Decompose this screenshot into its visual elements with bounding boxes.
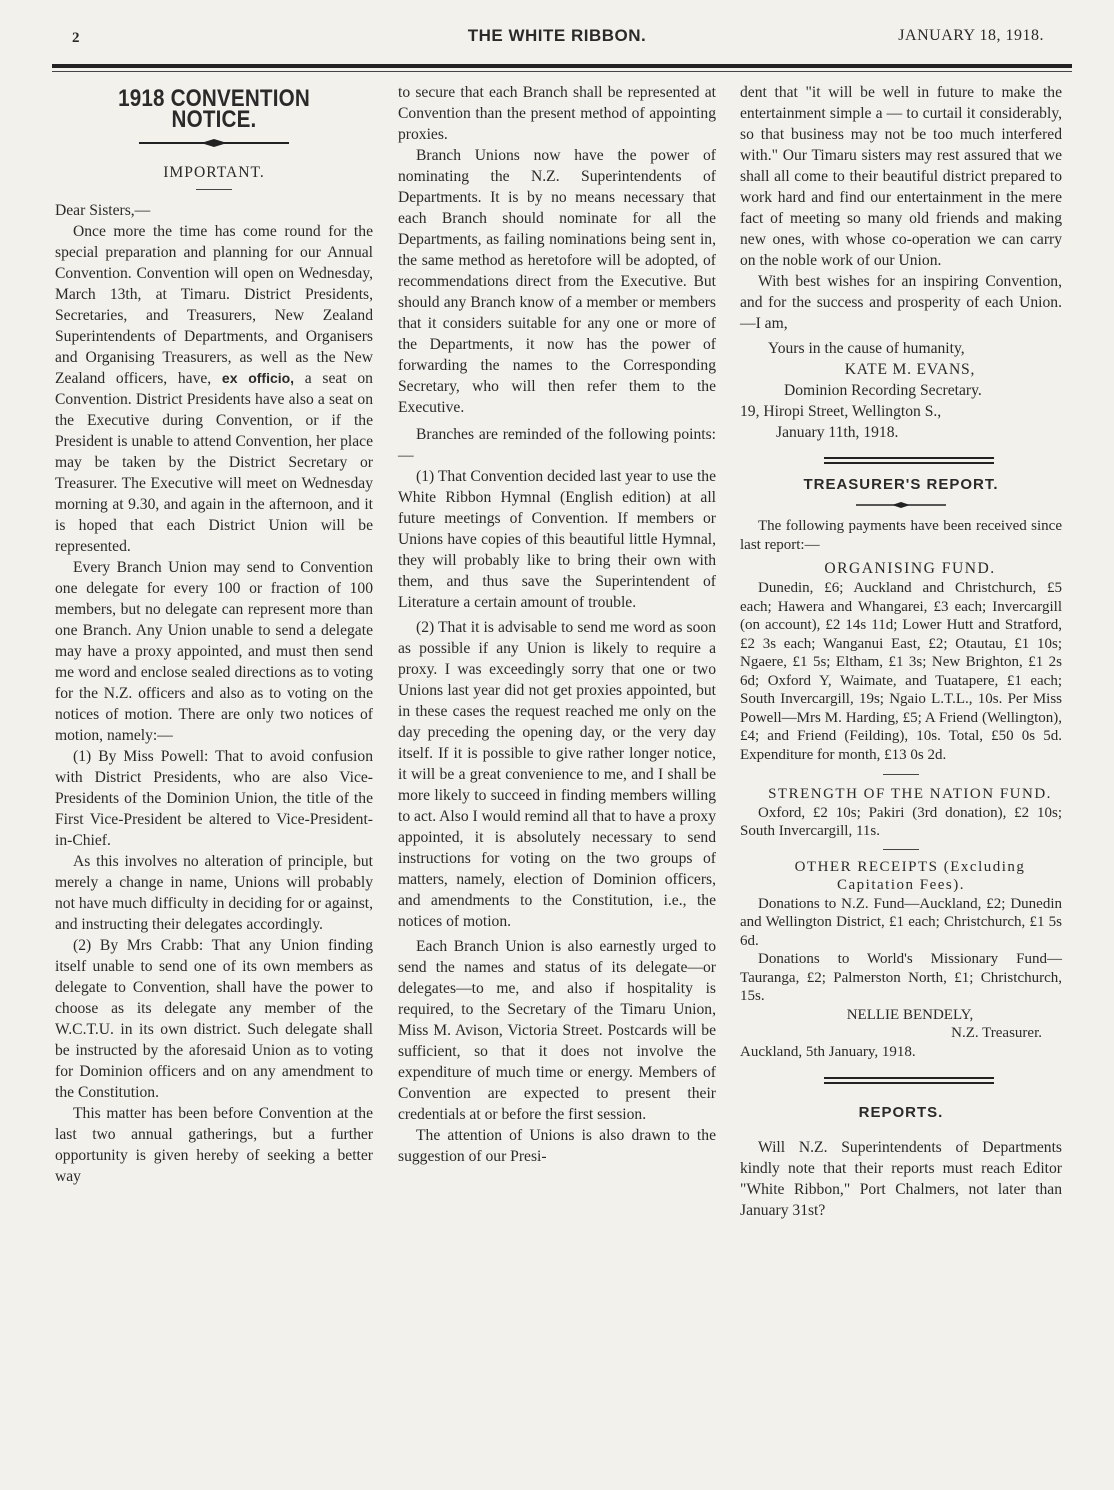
paragraph: (1) That Convention decided last year to use the White Ribbon Hymnal (English edition) at all future meetings of Convention. If members or Unions have copies of this beautiful little Hymnal, they will probably like to bring their own with them, and thus save the Superintendent of Literature a certain amount of trouble. — [398, 468, 716, 611]
treasurer-intro: The following payments have been received since last report:— — [740, 518, 1062, 553]
other-receipts-text: Donations to N.Z. Fund—Auckland, £2; Dunedin and Wellington District, £1 each; Christchurch, £1 5s 6d. — [740, 895, 1062, 949]
paragraph: The attention of Unions is also drawn to the suggestion of our Presi- — [398, 1127, 716, 1165]
divider — [196, 189, 232, 190]
treasurer-title: TREASURER'S REPORT. — [803, 476, 999, 493]
strength-fund-head: STRENGTH OF THE NATION FUND. — [768, 786, 1052, 802]
column-3 — [740, 82, 1062, 1221]
strength-fund-text: Oxford, £2 10s; Pakiri (3rd donation), £2 10s; South Invercargill, 11s. — [740, 804, 1062, 839]
treasurer-signer: NELLIE BENDELY, — [846, 1006, 974, 1023]
paragraph: dent that "it will be well in future to make the entertainment simple a — to curtail it considerably, so that business may not be too much interfered with." Our Timaru sisters may rest assured that we shall all come to their beautiful district prepared to work hard and find our entertainment in the mere fact of meeting so many old friends and making new ones, with whose co-operation we can carry on the noble work of our Union. — [740, 84, 1062, 269]
paragraph: to secure that each Branch shall be represented at Convention than the present method of appointing proxies. — [398, 84, 716, 143]
convention-title: 1918 CONVENTION NOTICE. — [118, 85, 310, 133]
column-1 — [55, 82, 373, 1187]
sign-date: January 11th, 1918. — [776, 424, 899, 441]
page-number: 2 — [72, 30, 80, 46]
organising-fund-text: Dunedin, £6; Auckland and Christchurch, £5 each; Hawera and Whangarei, £3 each; Invercargill (on account), £2 14s 11d; Lower Hutt and Stratford, £2 3s each; Wanganui East, £2; Otautau, £1 10s; Ngaere, £1 5s; Eltham, £1 3s; New Brighton, £1 2s 6d; Oxford Y, Waimate, and Tuatapere, £1 each; South Invercargill, 19s; Ngaio L.T.L., 10s. Per Miss Powell—Mrs M. Harding, £5; A Friend (Wellington), £4; and Friend (Feilding), 10s. Total, £50 0s 5d. Expenditure for month, £13 0s 2d. — [740, 580, 1062, 763]
salutation: Dear Sisters,— — [55, 202, 151, 219]
paragraph: This matter has been before Convention at the last two annual gatherings, but a further opportunity is given hereby of seeking a better way — [55, 1105, 373, 1185]
masthead: THE WHITE RIBBON. — [467, 26, 647, 45]
closing: Yours in the cause of humanity, — [768, 340, 965, 357]
column-2 — [398, 82, 716, 1167]
ornament-divider-icon — [856, 501, 946, 509]
reports-text: Will N.Z. Superintendents of Departments kindly note that their reports must reach Editor "White Ribbon," Port Chalmers, not later than January 31st? — [740, 1139, 1062, 1219]
paragraph: (2) That it is advisable to send me word as soon as possible if any Union is likely to require a proxy. I was exceedingly sorry that one or two Unions last year did not get proxies appointed, but in these cases the request reached me only on the day preceding the opening day, or the very day itself. If it is possible to give rather longer notice, it will be a great convenience to me, and I shall be more likely to succeed in finding members willing to act. Also I would remind all that to have a proxy appointed, it is absolutely necessary to send instructions for voting on the two groups of matters, namely, election of Dominion officers, and amendments to the Constitution, i.e., the notices of motion. — [398, 619, 716, 930]
section-divider — [824, 457, 994, 464]
signer-name: KATE M. EVANS, — [844, 361, 976, 378]
section-divider — [824, 1077, 994, 1084]
header-rule — [52, 64, 1072, 68]
other-receipts-text: Donations to World's Missionary Fund—Tauranga, £2; Palmerston North, £1; Christchurch, 15s. — [740, 951, 1062, 1004]
divider — [883, 849, 919, 850]
issue-date: JANUARY 18, 1918. — [898, 27, 1044, 44]
treasurer-signer-title: N.Z. Treasurer. — [951, 1025, 1042, 1041]
paragraph: (2) By Mrs Crabb: That any Union finding itself unable to send one of its own members as delegate to Convention, shall have the power to choose as its delegate any member of the W.C.T.U. in its own district. Such delegate shall be instructed by the aforesaid Union as to voting for Dominion officers and on any amendment to the Constitution. — [55, 937, 373, 1101]
paragraph: Once more the time has come round for the special preparation and planning for our Annual Convention. Convention will open on Wednesday, March 13th, at Timaru. District Presidents, Secretaries, and Treasurers, New Zealand Superintendents of Departments, and Organisers and Organising Treasurers, as well as the New Zealand officers, have, ex officio, a seat on Convention. District Presidents have also a seat on the Executive during Convention, or if the President is unable to attend Convention, her place may be taken by the District Secretary or Treasurer. The Executive will meet on Wednesday morning at 9.30, and again in the afternoon, and it is hoped that each District Union will be represented. — [55, 223, 373, 555]
reports-title: REPORTS. — [858, 1104, 944, 1121]
organising-fund-head: ORGANISING FUND. — [824, 560, 996, 577]
paragraph: With best wishes for an inspiring Convention, and for the success and prosperity of each Union.—I am, — [740, 273, 1062, 332]
address: 19, Hiropi Street, Wellington S., — [740, 403, 942, 420]
paragraph: Branches are reminded of the following points:— — [398, 426, 716, 464]
paragraph: Branch Unions now have the power of nominating the N.Z. Superintendents of Departments. It is by no means necessary that each Branch should nominate for all the Departments, as failing nominations being sent in, the same method as heretofore will be adopted, of recommendations direct from the Executive. But should any Branch know of a member or members that it considers suitable for any one or more of the Departments, it now has the power of forwarding the names to the Corresponding Secretary, who will then refer them to the Executive. — [398, 147, 716, 416]
divider — [883, 774, 919, 775]
treasurer-sign-date: Auckland, 5th January, 1918. — [740, 1043, 916, 1060]
header-rule-thin — [52, 71, 1072, 72]
paragraph: (1) By Miss Powell: That to avoid confusion with District Presidents, who are also Vice-Presidents of the Dominion Union, the title of the First Vice-President be altered to Vice-President-in-Chief. — [55, 748, 373, 849]
important-label: IMPORTANT. — [163, 164, 265, 181]
ornament-divider-icon — [139, 138, 289, 148]
signer-title: Dominion Recording Secretary. — [784, 382, 982, 399]
other-receipts-head: OTHER RECEIPTS (Excluding Capitation Fees). — [794, 858, 1026, 893]
paragraph: As this involves no alteration of principle, but merely a change in name, Unions will probably not have much difficulty in deciding for or against, and instructing their delegates accordingly. — [55, 853, 374, 933]
paragraph: Every Branch Union may send to Convention one delegate for every 100 or fraction of 100 members, but no delegate can represent more than one Branch. Any Union unable to send a delegate may have a proxy appointed, and must then send me word and enclose sealed directions as to voting for the N.Z. officers and also as to voting on the notices of motion. There are only two notices of motion, namely:— — [55, 559, 373, 744]
paragraph: Each Branch Union is also earnestly urged to send the names and status of its delegate—or delegates—to me, and also if hospitality is required, to the Secretary of the Timaru Union, Miss M. Avison, Victoria Street. Postcards will be sufficient, so that it does not involve the expenditure of much time or energy. Members of Convention are expected to present their credentials at or before the first session. — [398, 938, 716, 1123]
page-header — [0, 0, 1114, 70]
